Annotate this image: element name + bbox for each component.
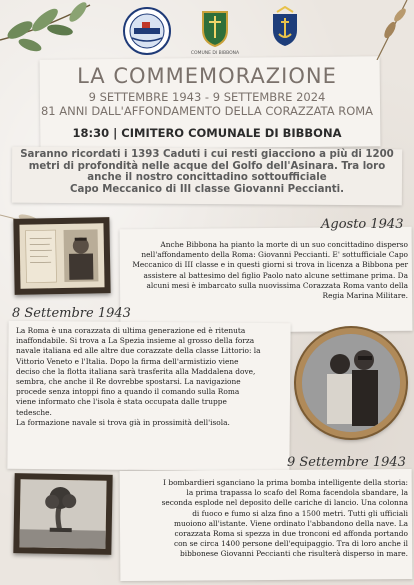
settembre9-line: bibbonese Giovanni Peccianti che risulterà disperso in mare. (179, 549, 408, 559)
settembre9-line: I bombardieri sganciano la prima bomba intelligente della storia: (163, 478, 408, 487)
intro-line: Saranno ricordati i 1393 Caduti i cui resti giacciono a più di 1200 (20, 149, 394, 160)
settembre9-line: con se circa 1400 persone dell'equipaggio. Tra di loro anche il (173, 539, 408, 549)
settembre8-heading: 8 Settembre 1943 (12, 306, 131, 321)
agosto-heading: Agosto 1943 (321, 217, 404, 232)
agosto-line: Meccanico di III classe e in questi giorni si trova in licenza a Bibbona per (132, 260, 408, 270)
anniversary-subtitle: 81 ANNI DALL'AFFONDAMENTO DELLA CORAZZATA ROMA (40, 104, 374, 118)
intro-line: metri di profondità nelle acque del Golfo dell'Asinara. Tra loro (28, 160, 386, 172)
agosto-text (128, 240, 408, 301)
intro-text (0, 149, 414, 195)
settembre8-line: inaffondabile. Si trova a La Spezia insieme al grosso della forza (16, 336, 255, 346)
settembre9-line: muoiono all'istante. Viene ordinato l'abbandono della nave. La (173, 518, 408, 528)
settembre8-line: Vittorio Veneto e l'Italia. Dopo la firma dell'armistizio viene (16, 356, 239, 366)
settembre8-line: deciso che la flotta italiana sarà trasferita alla Maddalena dove, (16, 366, 256, 376)
agosto-line: alcuni mesi è imbarcato sulla nuovissima Corazzata Roma vanto della (146, 280, 408, 290)
intro-line: anche il nostro concittadino sottoufficiale (87, 172, 327, 184)
settembre8-line: tedesche. (16, 407, 52, 417)
anchor-crest-icon (270, 6, 300, 48)
settembre9-heading: 9 Settembre 1943 (287, 455, 406, 470)
settembre8-line: viene informato che l'isola è stata occupata dalle truppe (16, 397, 227, 407)
navy-association-logo (122, 6, 172, 56)
portrait-photo-frame (13, 217, 110, 295)
settembre8-line: sembra, che anche il Re dovrebbe spostarsi. La navigazione (16, 377, 241, 387)
settembre9-line: corazzata Roma si spezza in due tronconi ed affonda portando (174, 529, 408, 539)
municipality-caption: COMUNE DI BIBBONA (190, 51, 240, 56)
agosto-line: Anche Bibbona ha pianto la morte di un suo concittadino disperso (160, 240, 408, 249)
settembre9-line: seconda esplode nel deposito delle cariche di lancio. Una colonna (161, 498, 408, 508)
portrait-photo-image (19, 223, 104, 288)
settembre8-line: La formazione navale si trova già in prossimità dell'isola. (16, 417, 230, 427)
explosion-photo-image (19, 479, 106, 548)
bibbona-crest-icon (199, 8, 231, 48)
couple-photo-image (302, 334, 400, 432)
commemoration-dates: 9 SETTEMBRE 1943 - 9 SETTEMBRE 2024 (88, 90, 326, 104)
couple-photo-frame (296, 328, 406, 438)
agosto-line: Regia Marina Militare. (322, 291, 408, 301)
settembre8-text (16, 326, 286, 428)
settembre8-line: navale italiana ed alle altre due corazzate della classe Littorio: la (16, 346, 261, 356)
agosto-line: nell'affondamento della Roma: Giovanni Peccianti. E' sottufficiale Capo (141, 250, 408, 260)
time-and-place: 18:30 | CIMITERO COMUNALE DI BIBBONA (72, 126, 342, 140)
explosion-photo-frame (13, 473, 112, 555)
settembre8-line: procede senza intoppi fino a quando il comando sulla Roma (16, 387, 240, 397)
page-title: LA COMMEMORAZIONE (77, 64, 337, 88)
agosto-line: assistere al battesimo del figlio Paolo nato alcune settimane prima. Da (143, 270, 408, 280)
settembre9-text (128, 478, 408, 560)
leaf-branch-icon (0, 0, 110, 70)
leaf-sprig-icon (372, 0, 412, 60)
settembre9-line: di fuoco e fumo si alza fino a 1500 metri. Tutti gli ufficiali (192, 508, 408, 518)
intro-line: Capo Meccanico di III classe Giovanni Peccianti. (70, 183, 344, 195)
settembre9-line: la prima trapassa lo scafo del Roma facendola sbandare, la (186, 488, 408, 498)
settembre8-line: La Roma è una corazzata di ultima generazione ed è ritenuta (16, 326, 246, 335)
